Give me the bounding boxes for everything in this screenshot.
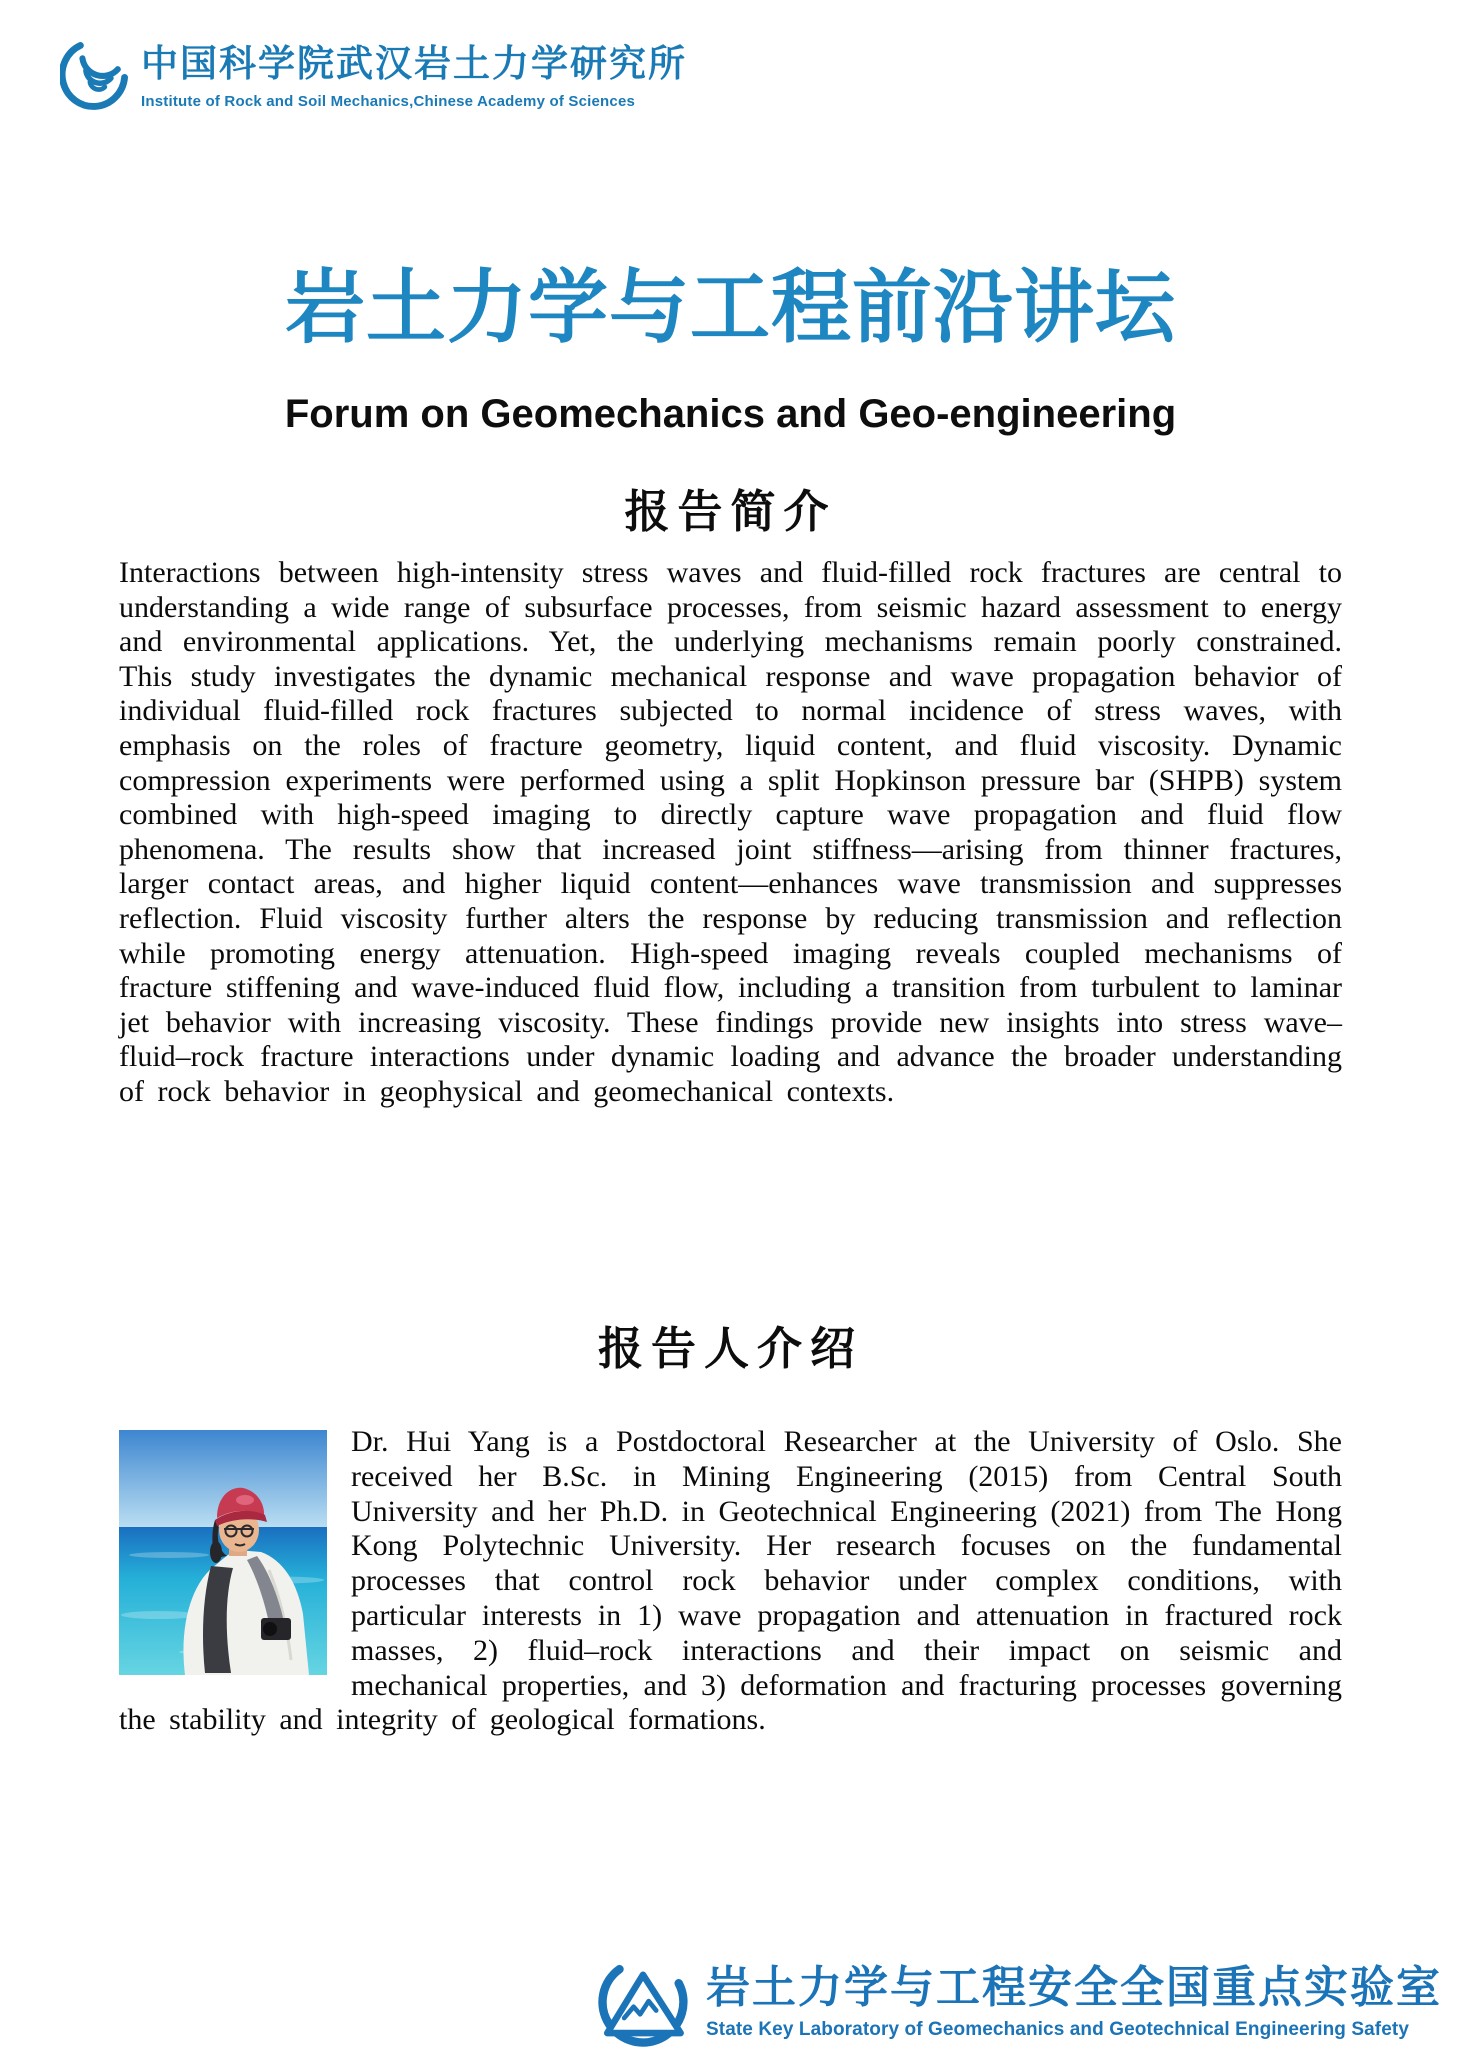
abstract-heading: 报告简介 xyxy=(624,486,837,537)
speaker-bio: Dr. Hui Yang is a Postdoctoral Researcher at the University of Oslo. She received her B.Sc. in Mining Engineering (2015) from Central South University and her Ph.D. in Geotechnical Engineering (2021) from The Hong Kong Polytechnic University. Her research focuses on the fundamental processes that control rock behavior under complex conditions, with particular interests in 1) wave propagation and attenuation in fractured rock masses, 2) fluid–rock interactions and their impact on seismic and mechanical properties, and 3) deformation and fracturing processes governing the stability and integrity of geological formations. xyxy=(119,1425,1342,1737)
speaker-photo xyxy=(119,1430,327,1675)
forum-title-en: Forum on Geomechanics and Geo-engineering xyxy=(284,392,1177,436)
lab-name-block xyxy=(706,1965,1442,2040)
speaker-section xyxy=(119,1425,1342,1738)
institute-name-cn: 中国科学院武汉岩土力学研究所 xyxy=(141,43,687,84)
lab-name-en: State Key Laboratory of Geomechanics and Geotechnical Engineering Safety xyxy=(706,2018,1410,2040)
lab-name-cn: 岩土力学与工程安全全国重点实验室 xyxy=(706,1963,1442,2013)
speaker-heading: 报告人介绍 xyxy=(597,1323,863,1374)
institute-name-block xyxy=(141,40,687,110)
institute-logo xyxy=(60,40,687,114)
globe-icon xyxy=(60,40,128,114)
lab-logo xyxy=(596,1956,1442,2050)
mountain-icon xyxy=(596,1956,690,2050)
institute-name-en: Institute of Rock and Soil Mechanics,Chinese Academy of Sciences xyxy=(141,92,636,110)
abstract-text: Interactions between high-intensity stress waves and fluid-filled rock fractures are central to understanding a wide range of subsurface processes, from seismic hazard assessment to energy and environmental applications. Yet, the underlying mechanisms remain poorly constrained. This study investigates the dynamic mechanical response and wave propagation behavior of individual fluid-filled rock fractures subjected to normal incidence of stress waves, with emphasis on the roles of fracture geometry, liquid content, and fluid viscosity. Dynamic compression experiments were performed using a split Hopkinson pressure bar (SHPB) system combined with high-speed imaging to directly capture wave propagation and fluid flow phenomena. The results show that increased joint stiffness—arising from thinner fractures, larger contact areas, and higher liquid content—enhances wave transmission and suppresses reflection. Fluid viscosity further alters the response by reducing transmission and reflection while promoting energy attenuation. High-speed imaging reveals coupled mechanisms of fracture stiffening and wave-induced fluid flow, including a transition from turbulent to laminar jet behavior with increasing viscosity. These findings provide new insights into stress wave–fluid–rock fracture interactions under dynamic loading and advance the broader understanding of rock behavior in geophysical and geomechanical contexts. xyxy=(119,556,1342,1108)
forum-title-cn: 岩土力学与工程前沿讲坛 xyxy=(285,263,1176,352)
